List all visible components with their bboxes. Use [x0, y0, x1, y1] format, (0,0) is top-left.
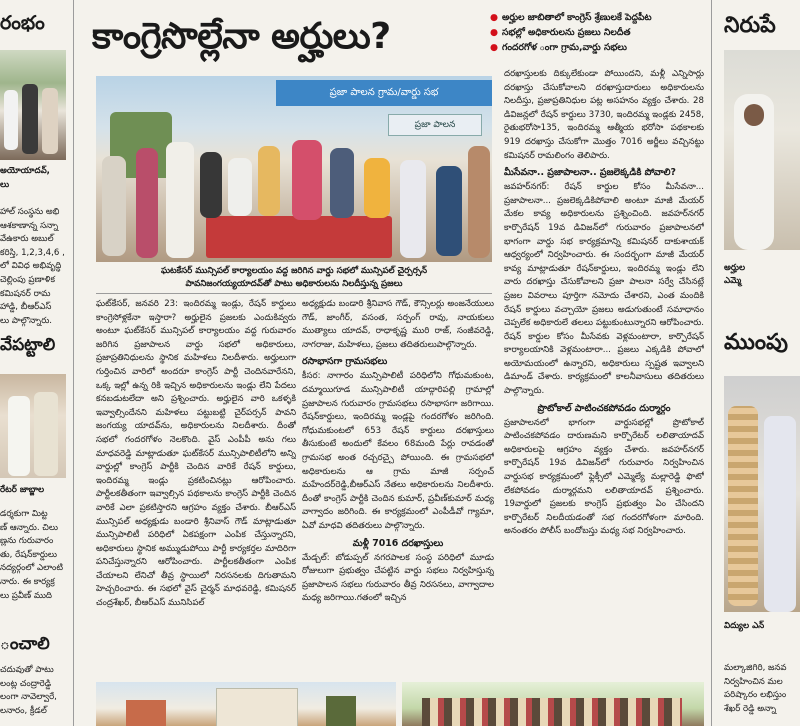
right-heading-1: నిరుపే: [724, 13, 776, 38]
left-heading-3: ంచాలి: [0, 634, 50, 654]
left-caption-1: అయోయాదవ్, లు: [0, 166, 50, 190]
banner: ప్రజా పాలన గ్రామ/వార్డు సభ: [276, 80, 492, 106]
article-column-3: [504, 68, 704, 680]
article-body-1: ఘట్‌కేసర్, జనవరి 23: ఇందిరమ్మ ఇండ్లు, రేషన్ కార్డులు కాంగ్రెసోళ్లకేనా ఇస్తారా? అర్హులైన ప్రజలకు ఎందుకివ్వరు అంటూ ఘట్‌కేసర్ మున్సిపల్ కార్యాలయం వద్ద గురువారం జరిగిన ప్రజాపాలన వార్డు సభలో అధికారులు, ప్రజాప్రతినిధులను స్థానిక మహిళలు నిలదీశారు. అర్హులుగా గుర్తించిన వారిలో అందరూ కాంగ్రెస్ పార్టీ చెందినవారేనని, ఒక్క ఇల్లో ఉన్న రికి ఇచ్చిన అధికారులను ఇండ్లు లేని పేదలు కనబడుటలేదా అని ప్రశ్నించారు. అర్హులైన వారి ఒకళ్ళకి ఇవ్వాల్సిందేనని మహిళలు పట్టుబట్టి చైర్‌పర్సన్ పావని జంగయ్య యాదవ్‌ను, అధికారులను నిలదీశారు. దీంతో సభలో గందరగోళం నెలకొంది. వైస్ ఎంపీపీ అను గలు మాధవరెడ్డి మాట్లాడుతూ ఘట్‌కేసర్ మున్సిపాలిటీలోని అన్ని వార్డుల్లో కాంగ్రెస్ పార్టీకి చెందిన వారికే రేషన్ కార్డులు, ఇందిరమ్మ ఇండ్లు ప్రకటించినట్లు ఆరోపించారు. పార్టీలకతీతంగా ఇవ్వాల్సిన పథకాలను కాంగ్రెస్ పార్టీకి చెందిన వారికే ఎలా ప్రకటిస్తారని ఆగ్రహం వ్యక్తం చేశారు. బీఆర్ఎస్ మున్సిపల్ అధ్యక్షుడు బండారి శ్రీనివాస్ గౌడ్ మాట్లాడుతూ మున్సిపాలిటీ పరిధిలో ఏకపక్షంగా ఎంపిక చేస్తున్నారని, అధికారులు స్థానిక అమ్ముడుపోయి పార్టీ కార్యకర్తల మాదిరిగా పనిచేస్తున్నారని ఆరోపించారు. పార్టీలకతీతంగా ఎంపిక చేయాలని లేనిచో తీవ్ర స్థాయిలో నిరసనలకు దిగుతామని హెచ్చరించారు. ఈ సభలో వైస్ చైర్మన్ మాధవరెడ్డి, కమిషనర్ చంద్రశేఖర్, బీఆర్ఎస్ మునిసిపల్: [96, 299, 296, 609]
left-body-1: హాల్ సంస్థను అభి ఆశకాణాన్న సన్నా వేఉకారు అబుల్ కరిస్తి, 1,2,3,4,6 , లో వివిధ అభివృద్ధి చెల్లింపు ప్రణాళిక కమిషనర్ రామ హాడ్డి, బీఆర్ఎస్ లు పాల్గొన్నారు.: [0, 207, 65, 326]
bullet-item-3: ● గందరగోళ ంగా గ్రామ,వార్డు సభలు: [490, 42, 627, 53]
left-body-3: చదువుతో పాటు లంట్ల చంద్రారెడ్డి లంగా నావెల్వారే, లనారం, క్రీడల్: [0, 665, 57, 716]
right-photo-1: [724, 50, 800, 250]
caption-rule: [96, 293, 492, 294]
subhead-darakhastulu: మళ్లీ 7016 దరఖాస్తులు: [352, 537, 444, 549]
left-photo-1: [0, 50, 66, 160]
left-heading-1: రంభం: [0, 12, 45, 34]
article-column-1: [96, 298, 296, 680]
right-caption-1: అర్హుల ఎమ్మె: [724, 263, 746, 286]
bullet-dot-icon: ●: [490, 42, 499, 53]
right-photo-2: [724, 376, 800, 612]
left-separator: [73, 0, 74, 726]
left-heading-2: వేపట్టాలి: [0, 335, 56, 355]
article-body-2b: కీసర: నాగారం మున్సిపాలిటీ పరిధిలోని గోధుమకుంట, దమ్మాయిగూడ మున్సిపాలిటీ యాద్గారిపల్లి గ్రామాల్లో ప్రజాపాలన గురువారం గ్రామసభలు రసాభాసగా జరిగాయి. రేషన్‌కార్డులు, ఇందిరమ్మ ఇండ్లపై గందరగోళం జరిగింది. గోధుమకుంటలో 653 రేషన్ కార్డులు దరఖాస్తులు తీసుకుంటే అందులో కేవలం 68మంది పేర్లు రావడంతో గ్రామసభ అంత రచ్చరచ్చై పోయింది. ఈ గ్రామసభలో అధికారులను ఆ గ్రామ మాజీ సర్పంచ్ మహేందర్‌రెడ్డి,బీఆర్ఎస్ నేతలు అధికారులను నిలదీశారు. దీంతో కాంగ్రెస్ పార్టీకి చెందిన కుమార్, ప్రవీణ్‌కుమార్ మధ్య వాగ్వాదం జరిగింది. ఈ కార్యక్రమంలో ఎంపీడీవో గ్యామా, ఏవో మాధవి తదితరులు పాల్గొన్నారు.: [302, 371, 494, 531]
left-caption-2: రేటర్ జాబ్జాల: [0, 485, 45, 495]
right-column: [716, 0, 800, 726]
article-body-3b: జవహర్‌నగర్: రేషన్ కార్డుల కోసం మీసేవనా... ప్రజాపాలనా... ప్రజలెక్కడికిపోవాలి అంటూ మాజీ మేయర్ మేకల కావ్య అధికారులను ప్రశ్నించింది. జవహర్‌నగర్ కార్పొరేషన్ 19వ డివిజన్‌లో గురువారం ప్రజాపాలనలో భాగంగా వార్డు సభ కార్యక్రమాన్ని కమిషనర్ దాకుశాయక్ ఆధ్వర్యంలో నిర్వహించారు. ఈ సందర్భంగా మాజీ మేయర్ కావ్య మాట్లాడుతూ రేషన్‌కార్డులు, ఇందిరమ్మ ఇండ్లు లేని వారు దరఖాస్తు చేసుకోవాలని ప్రజా పాలనా సర్వే చేసినట్లే ప్రజల వివరాలు పూర్తిగా నమోదు చేశారని, ఎంత మందికి రేషన్ కార్డులు వచ్చాయో ప్రజలు అడుగుతుంటే సమాధానం చెప్పలేక అధికారులే తలలు పట్టుకుంటున్నారని ఆరోపించారు. రేషన్ కార్డుల కోసం మీసేవకు వెళ్లమంటారా, కార్పొరేషన్ కార్యాలయానికి వెళ్లమంటారా... ప్రజలు ఎక్కడికి పోవాలో అయోమయంలో ఉన్నారని, అధికారులు స్పష్టత ఇవ్వాలని డిమాండ్ చేశారు. కార్యక్రమంలో కాలనీవాసులు తదితరులు పాల్గొన్నారు.: [504, 182, 704, 397]
right-heading-2: ముంపు: [724, 330, 788, 355]
right-body: మల్కాజిగిరి, జనవ నిర్వహించిన మల పరిష్కారం లభిస్తుం శేఖర్ రెడ్డి అన్నా: [724, 663, 787, 714]
bullet-item-1: ● అర్హుల జాబితాలో కాంగ్రెస్ శ్రేణులకే పెద్దపీట: [490, 12, 652, 23]
left-column: [0, 0, 72, 726]
left-photo-2: [0, 374, 66, 478]
article-body-3a: దరఖాస్తులకు దిక్కులేకుండా పోయిందని, మళ్లీ ఎన్నిసార్లు దరఖాస్తు చేసుకోవాలని దరఖాస్తుదారులు అధికారులను నిలదీస్తు, ప్రజాప్రతినిధుల పట్ల అసహనం వ్యక్తం చేశారు. 28 డివిజన్లలో రేషన్ కార్డులు 3730, ఇందిరమ్మ ఇండ్లకు 2458, రైతుభరోసా135, ఇందిరమ్మ ఆత్మీయ భరోసా పథకాలకు 919 దరఖాస్తు చేసుకోగా మొత్తం 7016 అర్జీలు వచ్చినట్టు కమిషనర్ రామలింగం తెలిపారు.: [504, 69, 704, 161]
right-separator: [711, 0, 712, 726]
article-body-2c: మేడ్చల్: బోడుప్పల్ నగరపాలక సంస్థ పరిధిలో మూడు రోజులుగా ప్రభుత్వం చేపట్టిన వార్డు సభలు నిర్వహిస్తున్న ప్రజాపాలన సభలు గురువారం తీవ్ర నిరసనలు, వాగ్వాదాల మధ్య జరిగాయి.గతంలో ఇచ్చిన: [302, 552, 494, 604]
main-photo-caption: ఘటకేసర్ మున్సిపల్ కార్యాలయం వద్ద జరిగిన వార్డు సభలో మున్సిపల్ చైర్పర్సన్ పావనిజంగయ్యయాదవ్‌తో పాటు అధికారులను నిలదీస్తున్న ప్రజలు: [160, 266, 428, 289]
article-body-2a: అధ్యక్షుడు బండారి శ్రీనివాస గౌడ్, కౌన్సిలర్లు అంజనేయులు గౌడ్, జాంగీర్, వసంత, సర్పంగ్ రావు, నాయకులు ముత్యాలు యాదవ్, రాధాకృష్ణ మురి రాజ్, సంజీవరెడ్డి, నాగరాజు, మహిళలు, ప్రజలు తదితరులుపాల్గొన్నారు.: [302, 299, 494, 350]
bullet-item-2: ● సభల్లో అధికారులను ప్రజలు నిలదీత: [490, 27, 631, 38]
right-caption-2: విద్యుల ఎన్: [724, 621, 765, 631]
bottom-photo-2: [402, 682, 704, 726]
banner-2: ప్రజా పాలన: [388, 114, 482, 136]
subhead-protocol: ప్రొటోకాల్ పాటించకపోవడం దుర్మార్గం: [537, 402, 671, 414]
headline-bullets: [490, 10, 706, 55]
left-body-2: డర్శకుగా మిట్ట ణ్ ఆన్నారు. చిలు ణ్లను గురువారం తు, రేషన్‌కార్డులు నద్యర్గంలో ఎలాంటి నారు. ఈ కార్యక్ర లు ప్రవీణ్ ముది: [0, 509, 64, 601]
bullet-dot-icon: ●: [490, 27, 499, 38]
subhead-gramasabhalu: రసాభాసగా గ్రామసభలు: [302, 356, 388, 368]
main-headline: కాంగ్రెసొల్లేనా అర్హులు?: [92, 16, 391, 57]
bottom-photo-1: [96, 682, 396, 726]
main-photo: [96, 76, 492, 262]
subhead-meeseva: మీసేవనా.. ప్రజాపాలనా.. ప్రజలెక్కడికి పోవాలి?: [504, 167, 676, 179]
article-column-2: [302, 298, 494, 680]
bullet-dot-icon: ●: [490, 12, 499, 23]
article-body-3c: ప్రజాపాలనలో భాగంగా వార్డుసభల్లో ప్రొటోకాల్ పాటించకపోవడం దారుణమని కార్పొరేటర్ లలితాయాదవ్ అధికారులపై ఆగ్రహం వ్యక్తం చేశారు. జవహర్‌నగర్ కార్పొరేషన్ 19వ డివిజన్‌లో గురువారం నిర్వహించిన వార్డుసభ కార్యక్రమంలో ఫ్లెక్సీలో ఎమ్మెల్యే మల్లారెడ్డి ఫొటో లేకపోవడం దుర్మార్గమని లలితాయాదవ్ ప్రశ్నించారు. 19వార్డులో ప్రజలకు కాంగ్రెస్ ప్రభుత్వం ఏం చేసిందని కార్పొరేటర్ నిలదీయడంతో సభ గందరగోళంగా మారింది. అనంతరం పోలీస్ బందోబస్తు మధ్య సభ నిర్వహించారు.: [504, 417, 704, 537]
